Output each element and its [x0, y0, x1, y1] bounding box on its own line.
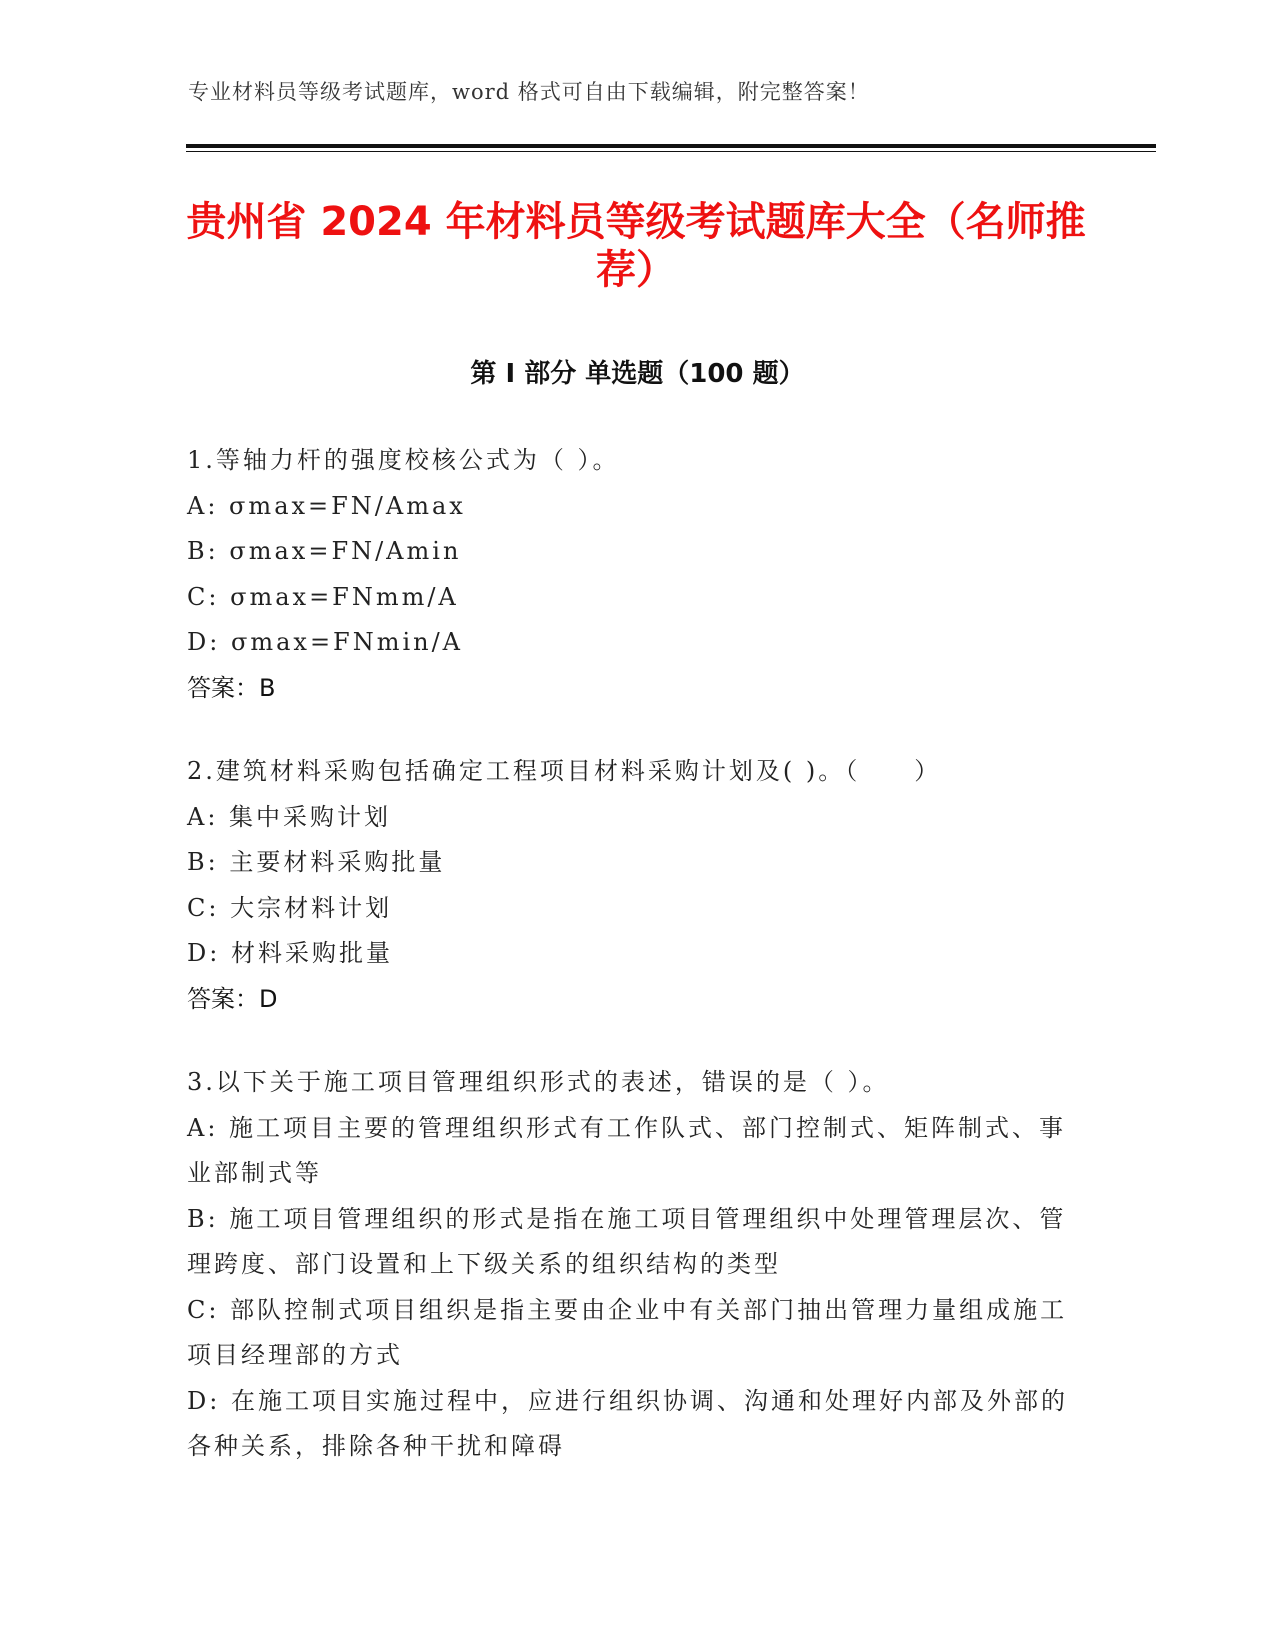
question-stem: 3.以下关于施工项目管理组织形式的表述，错误的是（ ）。: [187, 1068, 890, 1096]
option-c: C: 大宗材料计划: [187, 893, 393, 922]
question-1: [187, 438, 1087, 711]
header-rule-thick: [186, 144, 1156, 148]
option-a: A: 施工项目主要的管理组织形式有工作队式、部门控制式、矩阵制式、事业部制式等: [187, 1113, 1067, 1187]
option-d: D: σmax=FNmin/A: [187, 628, 464, 656]
document-title: 贵州省 2024 年材料员等级考试题库大全（名师推荐）: [186, 199, 1086, 293]
option-a: A: 集中采购计划: [187, 802, 392, 831]
question-stem: 1.等轴力杆的强度校核公式为（ ）。: [187, 446, 620, 474]
question-list: [187, 438, 1087, 1508]
header-rule-thin: [186, 151, 1156, 152]
question-2: [187, 749, 1087, 1022]
question-stem: 2.建筑材料采购包括确定工程项目材料采购计划及( )。（ ）: [187, 757, 942, 785]
option-b: B: 施工项目管理组织的形式是指在施工项目管理组织中处理管理层次、管理跨度、部门设置和上下级关系的组织结构的类型: [187, 1204, 1067, 1278]
answer-line: 答案：B: [187, 673, 276, 702]
option-b: B: 主要材料采购批量: [187, 848, 446, 876]
answer-line: 答案：D: [187, 984, 278, 1013]
question-3: [187, 1060, 1087, 1470]
section-heading: 第 I 部分 单选题（100 题）: [470, 359, 805, 389]
option-b: B: σmax=FN/Amin: [187, 537, 462, 565]
header-note: 专业材料员等级考试题库，word 格式可自由下载编辑，附完整答案！: [188, 80, 870, 104]
option-c: C: σmax=FNmm/A: [187, 582, 459, 611]
option-c: C: 部队控制式项目组织是指主要由企业中有关部门抽出管理力量组成施工项目经理部的方式: [187, 1295, 1068, 1369]
option-a: A: σmax=FN/Amax: [187, 491, 466, 520]
option-d: D: 在施工项目实施过程中，应进行组织协调、沟通和处理好内部及外部的各种关系，排除各种干扰和障碍: [187, 1386, 1068, 1460]
option-d: D: 材料采购批量: [187, 939, 393, 967]
